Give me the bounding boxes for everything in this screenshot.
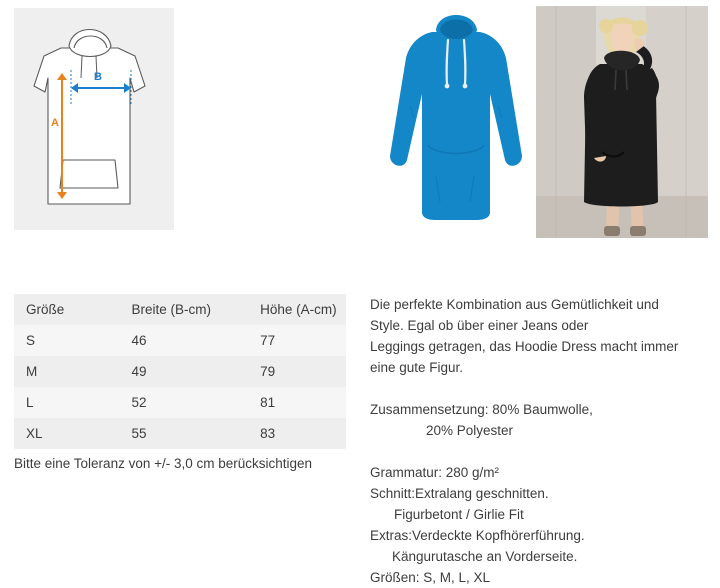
width-cell: 46 [131, 333, 147, 348]
width-cell: 52 [131, 395, 147, 410]
height-cell: 83 [260, 426, 276, 441]
height-label-a: A [51, 117, 59, 129]
size-cell: S [26, 333, 36, 348]
table-row [14, 387, 346, 418]
size-table-header-height: Höhe (A-cm) [260, 302, 337, 317]
width-label-b: B [94, 71, 102, 83]
table-row [14, 356, 346, 387]
measurement-diagram-cell [0, 0, 184, 262]
description-line-4: eine gute Figur. [370, 360, 464, 375]
product-description [370, 294, 710, 588]
extras-line-2: Kängurutasche an Vorderseite. [392, 549, 578, 564]
size-chart-table [14, 294, 346, 449]
composition-line-2: 20% Polyester [426, 423, 514, 438]
width-cell: 55 [131, 426, 147, 441]
cut-line-1: Schnitt:Extralang geschnitten. [370, 486, 549, 501]
hoodie-measurement-diagram-icon [14, 8, 174, 230]
height-cell: 77 [260, 333, 276, 348]
height-cell: 81 [260, 395, 276, 410]
spacer [370, 378, 710, 399]
description-line-2: Style. Egal ob über einer Jeans oder [370, 318, 589, 333]
size-table-header-size: Größe [26, 302, 65, 317]
size-cell: M [26, 364, 38, 379]
description-line-1: Die perfekte Kombination aus Gemütlichkeit und [370, 297, 659, 312]
size-cell: L [26, 395, 34, 410]
sizes-line: Größen: S, M, L, XL [370, 570, 491, 585]
description-line-3: Leggings getragen, das Hoodie Dress macht immer [370, 339, 679, 354]
hoodie-dress-black-model-image [536, 6, 708, 238]
cut-line-2: Figurbetont / Girlie Fit [394, 507, 524, 522]
size-cell: XL [26, 426, 43, 441]
height-cell: 79 [260, 364, 276, 379]
hoodie-dress-blue-front-image [380, 6, 530, 238]
size-table-header-row [14, 294, 346, 325]
size-table-header-width: Breite (B-cm) [131, 302, 212, 317]
width-cell: 49 [131, 364, 147, 379]
tolerance-note: Bitte eine Toleranz von +/- 3,0 cm berücksichtigen [14, 456, 313, 471]
weight-line: Grammatur: 280 g/m² [370, 465, 500, 480]
table-row [14, 418, 346, 449]
table-row [14, 325, 346, 356]
product-image-gallery [0, 0, 720, 262]
composition-line-1: Zusammensetzung: 80% Baumwolle, [370, 402, 593, 417]
spacer [370, 441, 710, 462]
extras-line-1: Extras:Verdeckte Kopfhörerführung. [370, 528, 585, 543]
